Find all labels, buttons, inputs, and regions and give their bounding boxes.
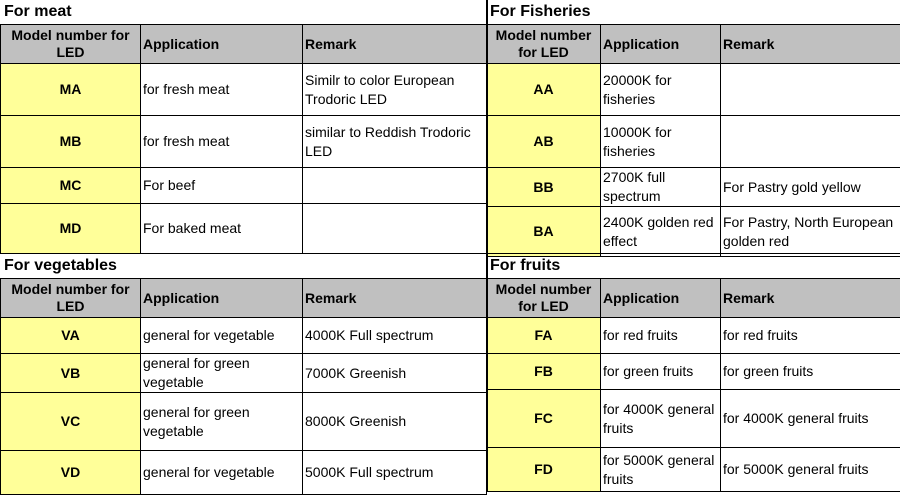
table-row — [487, 207, 900, 257]
model-cell: FD — [487, 448, 601, 492]
table-row — [487, 390, 900, 448]
application-cell: 2400K golden red effect — [601, 207, 721, 257]
column-header-application: Application — [601, 279, 721, 318]
table-row — [1, 354, 487, 393]
model-cell: VB — [1, 354, 141, 393]
section-meat — [0, 0, 486, 254]
remark-cell: for 4000K general fruits — [721, 390, 900, 448]
column-header-application: Application — [601, 25, 721, 64]
model-cell: BB — [487, 168, 601, 207]
remark-cell: 4000K Full spectrum — [303, 318, 487, 354]
application-cell: For beef — [141, 168, 303, 204]
model-cell: MA — [1, 64, 141, 116]
application-cell: For baked meat — [141, 204, 303, 254]
product-table — [486, 278, 900, 492]
header-row — [487, 279, 900, 318]
remark-cell — [721, 64, 900, 116]
column-header-model: Model number for LED — [1, 25, 141, 64]
remark-cell: for red fruits — [721, 318, 900, 354]
column-header-remark: Remark — [721, 25, 900, 64]
model-cell: VA — [1, 318, 141, 354]
remark-cell — [303, 168, 487, 204]
table-row — [487, 354, 900, 390]
column-header-remark: Remark — [721, 279, 900, 318]
table-row — [1, 318, 487, 354]
table-row — [1, 451, 487, 495]
table-row — [487, 64, 900, 116]
section-title: For fruits — [490, 254, 560, 278]
application-cell: 20000K for fisheries — [601, 64, 721, 116]
section-fruits — [486, 254, 900, 491]
model-cell: AA — [487, 64, 601, 116]
header-row — [1, 25, 487, 64]
column-header-model: Model number for LED — [487, 25, 601, 64]
table-row — [1, 168, 487, 204]
column-header-model: Model number for LED — [1, 279, 141, 318]
model-cell: BA — [487, 207, 601, 257]
remark-cell: for 5000K general fruits — [721, 448, 900, 492]
section-title: For meat — [4, 0, 72, 24]
vertical-divider — [486, 0, 488, 491]
remark-cell: for green fruits — [721, 354, 900, 390]
remark-cell: For Pastry gold yellow — [721, 168, 900, 207]
application-cell: general for green vegetable — [141, 354, 303, 393]
header-row — [1, 279, 487, 318]
header-row — [487, 25, 900, 64]
table-row — [1, 64, 487, 116]
application-cell: for 4000K general fruits — [601, 390, 721, 448]
table-row — [487, 448, 900, 492]
application-cell: 2700K full spectrum — [601, 168, 721, 207]
product-table — [0, 278, 487, 495]
model-cell: VD — [1, 451, 141, 495]
remark-cell: Similr to color European Trodoric LED — [303, 64, 487, 116]
model-cell: FC — [487, 390, 601, 448]
application-cell: general for vegetable — [141, 451, 303, 495]
application-cell: for fresh meat — [141, 116, 303, 168]
remark-cell — [721, 116, 900, 168]
product-table — [0, 24, 487, 254]
application-cell: for red fruits — [601, 318, 721, 354]
remark-cell: 8000K Greenish — [303, 393, 487, 451]
application-cell: for fresh meat — [141, 64, 303, 116]
remark-cell: 5000K Full spectrum — [303, 451, 487, 495]
section-fisheries — [486, 0, 900, 254]
column-header-remark: Remark — [303, 25, 487, 64]
section-title: For vegetables — [4, 254, 117, 278]
column-header-application: Application — [141, 279, 303, 318]
column-header-application: Application — [141, 25, 303, 64]
application-cell: 10000K for fisheries — [601, 116, 721, 168]
section-vegetables — [0, 254, 486, 491]
column-header-remark: Remark — [303, 279, 487, 318]
remark-cell — [303, 204, 487, 254]
table-row — [1, 204, 487, 254]
table-row — [1, 393, 487, 451]
horizontal-divider — [0, 253, 900, 254]
product-table — [486, 24, 900, 257]
remark-cell: similar to Reddish Trodoric LED — [303, 116, 487, 168]
model-cell: MC — [1, 168, 141, 204]
application-cell: for 5000K general fruits — [601, 448, 721, 492]
model-cell: MB — [1, 116, 141, 168]
table-row — [487, 168, 900, 207]
table-row — [487, 318, 900, 354]
application-cell: general for green vegetable — [141, 393, 303, 451]
column-header-model: Model number for LED — [487, 279, 601, 318]
model-cell: FA — [487, 318, 601, 354]
section-title: For Fisheries — [490, 0, 590, 24]
table-row — [487, 116, 900, 168]
table-row — [1, 116, 487, 168]
model-cell: FB — [487, 354, 601, 390]
model-cell: VC — [1, 393, 141, 451]
remark-cell: 7000K Greenish — [303, 354, 487, 393]
model-cell: MD — [1, 204, 141, 254]
remark-cell: For Pastry, North European golden red — [721, 207, 900, 257]
model-cell: AB — [487, 116, 601, 168]
application-cell: general for vegetable — [141, 318, 303, 354]
application-cell: for green fruits — [601, 354, 721, 390]
